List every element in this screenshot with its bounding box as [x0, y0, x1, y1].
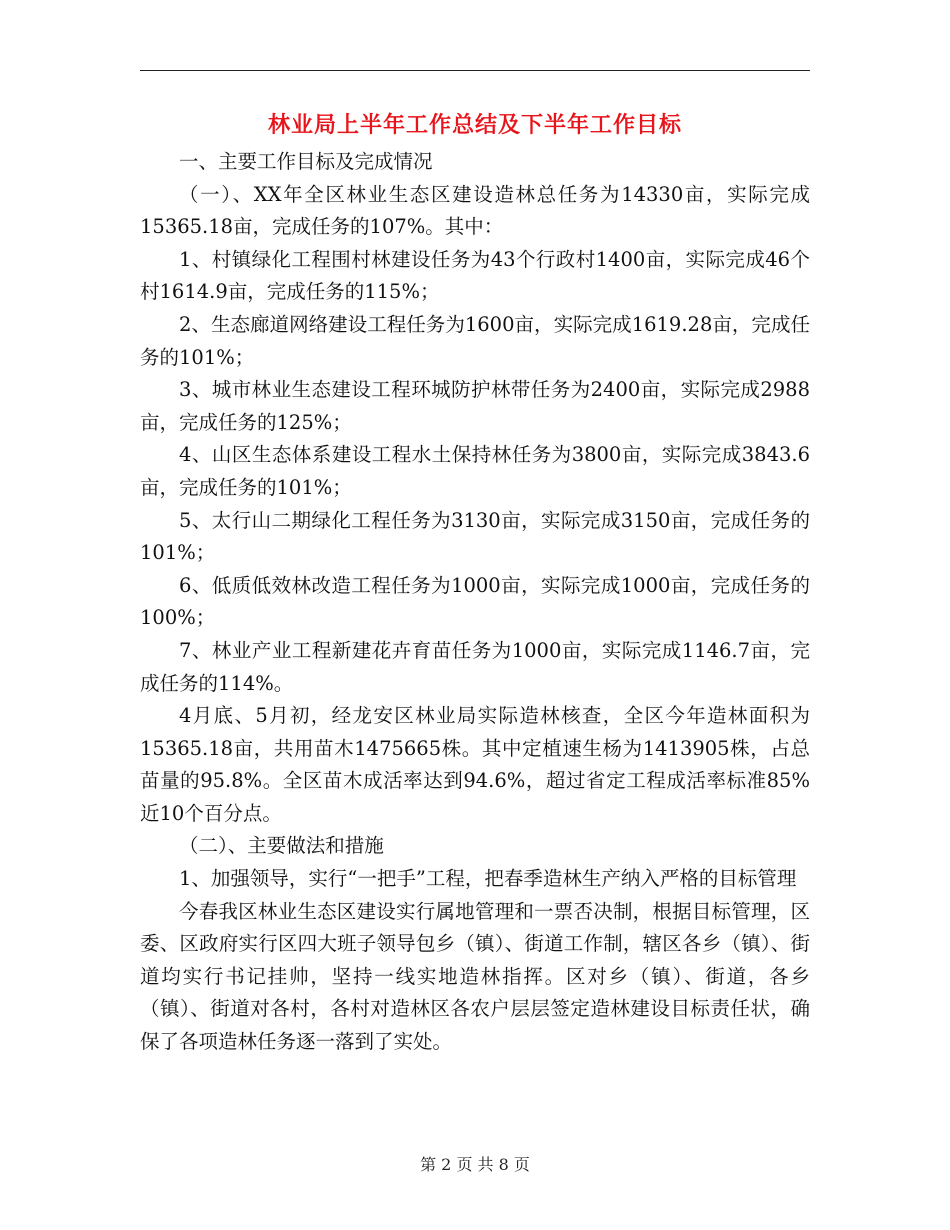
- list-item: 1、村镇绿化工程围村林建设任务为43个行政村1400亩，实际完成46个村1614.9亩，完成任务的115%；: [140, 247, 810, 304]
- list-item: 6、低质低效林改造工程任务为1000亩，实际完成1000亩，完成任务的100%；: [140, 573, 810, 630]
- header-rule: [140, 70, 810, 71]
- page-number: 第 2 页 共 8 页: [420, 1155, 530, 1174]
- section-heading: （二）、主要做法和措施: [179, 834, 384, 858]
- sub-heading: 1、加强领导，实行“一把手”工程，把春季造林生产纳入严格的目标管理: [179, 867, 797, 891]
- section-heading: 一、主要工作目标及完成情况: [179, 150, 433, 173]
- list-item: 4、山区生态体系建设工程水土保持林任务为3800亩，实际完成3843.6亩，完成任务的101%；: [140, 443, 810, 499]
- list-item: 3、城市林业生态建设工程环城防护林带任务为2400亩，实际完成2988亩，完成任务的125%；: [140, 378, 810, 434]
- paragraph: 今春我区林业生态区建设实行属地管理和一票否决制，根据目标管理，区委、区政府实行区四大班子领导包乡（镇）、街道工作制，辖区各乡（镇）、街道均实行书记挂帅，坚持一线实地造林指挥。区对乡（镇）、街道，各乡（镇）、街道对各村，各村对造林区各农户层层签定造林建设目标责任状，确保了各项造林任务逐一落到了实处。: [140, 899, 810, 1054]
- document-body: [140, 146, 810, 1059]
- list-item: 7、林业产业工程新建花卉育苗任务为1000亩，实际完成1146.7亩，完成任务的114%。: [140, 638, 810, 695]
- document-title: 林业局上半年工作总结及下半年工作目标: [267, 112, 682, 138]
- paragraph: 4月底、5月初，经龙安区林业局实际造林核查，全区今年造林面积为15365.18亩，共用苗木1475665株。其中定植速生杨为1413905株，占总苗量的95.8%。全区苗木成活率达到94.6%，超过省定工程成活率标准85%近10个百分点。: [140, 704, 810, 825]
- list-item: 5、太行山二期绿化工程任务为3130亩，实际完成3150亩，完成任务的101%；: [140, 508, 810, 565]
- paragraph: （一）、XX年全区林业生态区建设造林总任务为14330亩，实际完成15365.18亩，完成任务的107%。其中：: [140, 182, 810, 239]
- list-item: 2、生态廊道网络建设工程任务为1600亩，实际完成1619.28亩，完成任务的101%；: [140, 312, 810, 369]
